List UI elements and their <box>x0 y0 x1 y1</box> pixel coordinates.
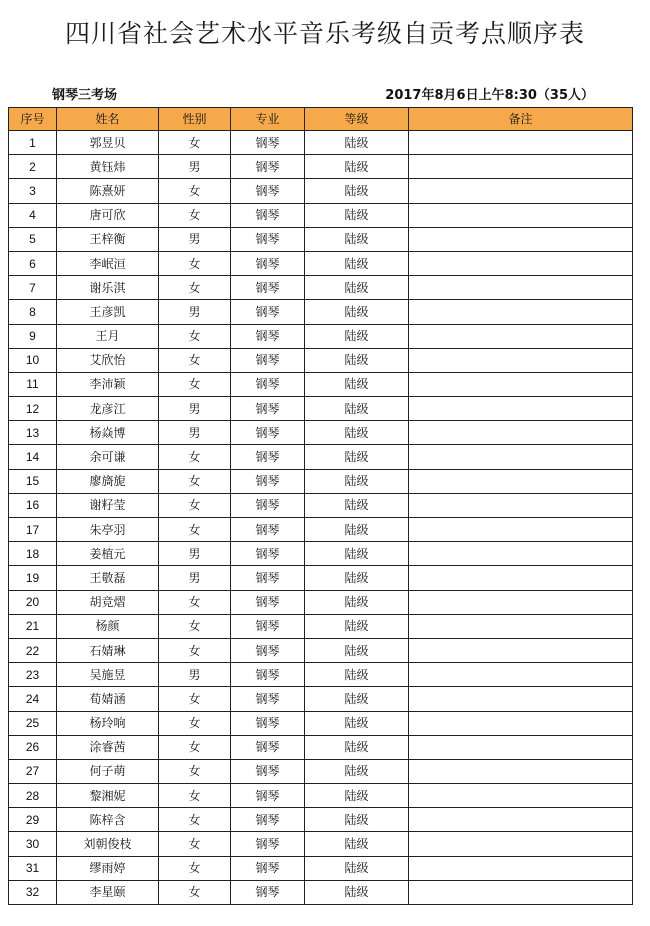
cell-gender: 女 <box>159 832 231 856</box>
cell-level: 陆级 <box>305 227 409 251</box>
table-row <box>9 759 633 783</box>
cell-gender: 女 <box>159 348 231 372</box>
cell-major: 钢琴 <box>231 324 305 348</box>
cell-no: 3 <box>9 179 57 203</box>
col-header-major: 专业 <box>231 108 305 131</box>
cell-major: 钢琴 <box>231 687 305 711</box>
cell-no: 19 <box>9 566 57 590</box>
table-row <box>9 566 633 590</box>
cell-note <box>409 493 633 517</box>
cell-no: 2 <box>9 155 57 179</box>
cell-level: 陆级 <box>305 251 409 275</box>
cell-level: 陆级 <box>305 131 409 155</box>
cell-major: 钢琴 <box>231 397 305 421</box>
cell-gender: 女 <box>159 614 231 638</box>
cell-note <box>409 203 633 227</box>
cell-no: 23 <box>9 663 57 687</box>
cell-level: 陆级 <box>305 687 409 711</box>
cell-name: 龙彦江 <box>57 397 159 421</box>
cell-name: 石婧琳 <box>57 638 159 662</box>
cell-note <box>409 179 633 203</box>
cell-major: 钢琴 <box>231 227 305 251</box>
cell-name: 王彦凯 <box>57 300 159 324</box>
cell-level: 陆级 <box>305 856 409 880</box>
col-header-no: 序号 <box>9 108 57 131</box>
cell-name: 谢籽莹 <box>57 493 159 517</box>
exam-time-label: 2017年8月6日上午8:30（35人） <box>385 88 594 103</box>
cell-name: 唐可欣 <box>57 203 159 227</box>
table-row <box>9 735 633 759</box>
cell-no: 6 <box>9 251 57 275</box>
cell-gender: 女 <box>159 856 231 880</box>
cell-note <box>409 518 633 542</box>
table-row <box>9 251 633 275</box>
cell-name: 谢乐淇 <box>57 276 159 300</box>
cell-gender: 女 <box>159 251 231 275</box>
cell-major: 钢琴 <box>231 856 305 880</box>
cell-level: 陆级 <box>305 590 409 614</box>
cell-major: 钢琴 <box>231 832 305 856</box>
cell-note <box>409 155 633 179</box>
cell-name: 涂睿茜 <box>57 735 159 759</box>
table-row <box>9 421 633 445</box>
table-row <box>9 324 633 348</box>
table-row <box>9 880 633 904</box>
page-title: 四川省社会艺术水平音乐考级自贡考点顺序表 <box>64 19 585 48</box>
cell-gender: 男 <box>159 300 231 324</box>
cell-gender: 女 <box>159 784 231 808</box>
cell-major: 钢琴 <box>231 638 305 662</box>
cell-no: 16 <box>9 493 57 517</box>
cell-note <box>409 687 633 711</box>
cell-no: 15 <box>9 469 57 493</box>
table-row <box>9 493 633 517</box>
cell-level: 陆级 <box>305 614 409 638</box>
cell-no: 13 <box>9 421 57 445</box>
cell-gender: 男 <box>159 155 231 179</box>
order-table <box>8 107 633 905</box>
cell-no: 4 <box>9 203 57 227</box>
cell-name: 缪雨婷 <box>57 856 159 880</box>
cell-name: 郭昱贝 <box>57 131 159 155</box>
cell-no: 17 <box>9 518 57 542</box>
cell-major: 钢琴 <box>231 348 305 372</box>
cell-gender: 女 <box>159 493 231 517</box>
cell-gender: 男 <box>159 227 231 251</box>
cell-name: 王敬磊 <box>57 566 159 590</box>
cell-name: 朱亭羽 <box>57 518 159 542</box>
cell-major: 钢琴 <box>231 276 305 300</box>
cell-no: 29 <box>9 808 57 832</box>
cell-gender: 女 <box>159 131 231 155</box>
table-row <box>9 590 633 614</box>
cell-no: 20 <box>9 590 57 614</box>
cell-name: 杨颜 <box>57 614 159 638</box>
cell-major: 钢琴 <box>231 784 305 808</box>
cell-major: 钢琴 <box>231 131 305 155</box>
cell-level: 陆级 <box>305 518 409 542</box>
cell-no: 32 <box>9 880 57 904</box>
table-row <box>9 131 633 155</box>
cell-level: 陆级 <box>305 397 409 421</box>
cell-name: 陈熹妍 <box>57 179 159 203</box>
cell-no: 5 <box>9 227 57 251</box>
table-row <box>9 276 633 300</box>
cell-name: 黎湘妮 <box>57 784 159 808</box>
cell-gender: 女 <box>159 808 231 832</box>
table-row <box>9 372 633 396</box>
table-row <box>9 179 633 203</box>
cell-name: 何子萌 <box>57 759 159 783</box>
cell-name: 李沛颖 <box>57 372 159 396</box>
cell-name: 王月 <box>57 324 159 348</box>
cell-gender: 女 <box>159 324 231 348</box>
cell-name: 余可谦 <box>57 445 159 469</box>
cell-major: 钢琴 <box>231 663 305 687</box>
cell-name: 荀婧涵 <box>57 687 159 711</box>
cell-level: 陆级 <box>305 372 409 396</box>
cell-major: 钢琴 <box>231 155 305 179</box>
cell-level: 陆级 <box>305 155 409 179</box>
cell-gender: 男 <box>159 663 231 687</box>
cell-no: 7 <box>9 276 57 300</box>
cell-no: 21 <box>9 614 57 638</box>
cell-note <box>409 638 633 662</box>
cell-level: 陆级 <box>305 276 409 300</box>
cell-gender: 女 <box>159 735 231 759</box>
cell-name: 杨玲响 <box>57 711 159 735</box>
table-row <box>9 542 633 566</box>
cell-name: 廖旖旎 <box>57 469 159 493</box>
col-header-gender: 性别 <box>159 108 231 131</box>
cell-level: 陆级 <box>305 542 409 566</box>
cell-gender: 女 <box>159 469 231 493</box>
cell-level: 陆级 <box>305 880 409 904</box>
table-row <box>9 155 633 179</box>
col-header-note: 备注 <box>409 108 633 131</box>
cell-major: 钢琴 <box>231 566 305 590</box>
cell-level: 陆级 <box>305 445 409 469</box>
cell-name: 黄钰炜 <box>57 155 159 179</box>
cell-name: 艾欣怡 <box>57 348 159 372</box>
cell-level: 陆级 <box>305 663 409 687</box>
cell-major: 钢琴 <box>231 300 305 324</box>
cell-name: 陈梓含 <box>57 808 159 832</box>
table-row <box>9 348 633 372</box>
cell-major: 钢琴 <box>231 251 305 275</box>
cell-note <box>409 590 633 614</box>
cell-note <box>409 808 633 832</box>
cell-level: 陆级 <box>305 493 409 517</box>
table-row <box>9 203 633 227</box>
cell-note <box>409 566 633 590</box>
cell-name: 姜植元 <box>57 542 159 566</box>
cell-name: 李岷洹 <box>57 251 159 275</box>
cell-gender: 女 <box>159 179 231 203</box>
cell-major: 钢琴 <box>231 518 305 542</box>
cell-major: 钢琴 <box>231 421 305 445</box>
table-row <box>9 711 633 735</box>
exam-room-label: 钢琴三考场 <box>52 88 118 103</box>
cell-note <box>409 276 633 300</box>
table-row <box>9 445 633 469</box>
cell-name: 吴施昱 <box>57 663 159 687</box>
cell-gender: 女 <box>159 372 231 396</box>
cell-gender: 女 <box>159 518 231 542</box>
cell-gender: 男 <box>159 542 231 566</box>
cell-note <box>409 372 633 396</box>
cell-gender: 女 <box>159 276 231 300</box>
cell-gender: 女 <box>159 203 231 227</box>
cell-no: 27 <box>9 759 57 783</box>
cell-major: 钢琴 <box>231 542 305 566</box>
cell-note <box>409 832 633 856</box>
cell-major: 钢琴 <box>231 808 305 832</box>
table-row <box>9 227 633 251</box>
table-row <box>9 614 633 638</box>
cell-no: 12 <box>9 397 57 421</box>
cell-no: 30 <box>9 832 57 856</box>
cell-major: 钢琴 <box>231 493 305 517</box>
cell-major: 钢琴 <box>231 759 305 783</box>
cell-note <box>409 300 633 324</box>
table-row <box>9 638 633 662</box>
table-row <box>9 687 633 711</box>
cell-name: 李星颐 <box>57 880 159 904</box>
cell-no: 18 <box>9 542 57 566</box>
cell-level: 陆级 <box>305 179 409 203</box>
table-row <box>9 518 633 542</box>
cell-note <box>409 421 633 445</box>
table-row <box>9 808 633 832</box>
cell-note <box>409 880 633 904</box>
cell-no: 25 <box>9 711 57 735</box>
cell-name: 杨焱博 <box>57 421 159 445</box>
cell-gender: 男 <box>159 421 231 445</box>
cell-note <box>409 397 633 421</box>
table-row <box>9 469 633 493</box>
cell-gender: 女 <box>159 711 231 735</box>
cell-level: 陆级 <box>305 638 409 662</box>
cell-note <box>409 131 633 155</box>
cell-no: 31 <box>9 856 57 880</box>
cell-note <box>409 735 633 759</box>
cell-major: 钢琴 <box>231 735 305 759</box>
table-row <box>9 784 633 808</box>
cell-note <box>409 856 633 880</box>
cell-major: 钢琴 <box>231 614 305 638</box>
cell-no: 10 <box>9 348 57 372</box>
cell-level: 陆级 <box>305 348 409 372</box>
cell-no: 8 <box>9 300 57 324</box>
cell-note <box>409 759 633 783</box>
cell-gender: 女 <box>159 590 231 614</box>
cell-major: 钢琴 <box>231 469 305 493</box>
cell-level: 陆级 <box>305 566 409 590</box>
cell-note <box>409 227 633 251</box>
cell-major: 钢琴 <box>231 711 305 735</box>
table-row <box>9 397 633 421</box>
cell-gender: 女 <box>159 687 231 711</box>
cell-gender: 女 <box>159 759 231 783</box>
cell-note <box>409 614 633 638</box>
cell-no: 26 <box>9 735 57 759</box>
cell-note <box>409 711 633 735</box>
cell-major: 钢琴 <box>231 590 305 614</box>
table-row <box>9 300 633 324</box>
cell-no: 11 <box>9 372 57 396</box>
cell-no: 14 <box>9 445 57 469</box>
table-row <box>9 663 633 687</box>
cell-gender: 男 <box>159 397 231 421</box>
cell-note <box>409 784 633 808</box>
cell-note <box>409 542 633 566</box>
cell-no: 28 <box>9 784 57 808</box>
cell-major: 钢琴 <box>231 445 305 469</box>
col-header-name: 姓名 <box>57 108 159 131</box>
cell-major: 钢琴 <box>231 179 305 203</box>
cell-name: 胡竞熠 <box>57 590 159 614</box>
cell-note <box>409 324 633 348</box>
cell-name: 刘朝俊枝 <box>57 832 159 856</box>
table-row <box>9 832 633 856</box>
cell-level: 陆级 <box>305 759 409 783</box>
cell-note <box>409 348 633 372</box>
table-row <box>9 856 633 880</box>
cell-level: 陆级 <box>305 469 409 493</box>
cell-no: 1 <box>9 131 57 155</box>
cell-note <box>409 663 633 687</box>
cell-level: 陆级 <box>305 735 409 759</box>
cell-major: 钢琴 <box>231 880 305 904</box>
cell-major: 钢琴 <box>231 372 305 396</box>
cell-gender: 女 <box>159 880 231 904</box>
table-header-row <box>9 108 633 131</box>
cell-note <box>409 445 633 469</box>
cell-level: 陆级 <box>305 808 409 832</box>
cell-note <box>409 469 633 493</box>
cell-major: 钢琴 <box>231 203 305 227</box>
cell-level: 陆级 <box>305 203 409 227</box>
cell-level: 陆级 <box>305 784 409 808</box>
cell-name: 王梓衡 <box>57 227 159 251</box>
cell-level: 陆级 <box>305 832 409 856</box>
cell-no: 24 <box>9 687 57 711</box>
cell-gender: 女 <box>159 445 231 469</box>
col-header-level: 等级 <box>305 108 409 131</box>
cell-level: 陆级 <box>305 324 409 348</box>
cell-no: 22 <box>9 638 57 662</box>
cell-no: 9 <box>9 324 57 348</box>
cell-note <box>409 251 633 275</box>
cell-level: 陆级 <box>305 421 409 445</box>
cell-gender: 男 <box>159 566 231 590</box>
cell-gender: 女 <box>159 638 231 662</box>
cell-level: 陆级 <box>305 711 409 735</box>
cell-level: 陆级 <box>305 300 409 324</box>
